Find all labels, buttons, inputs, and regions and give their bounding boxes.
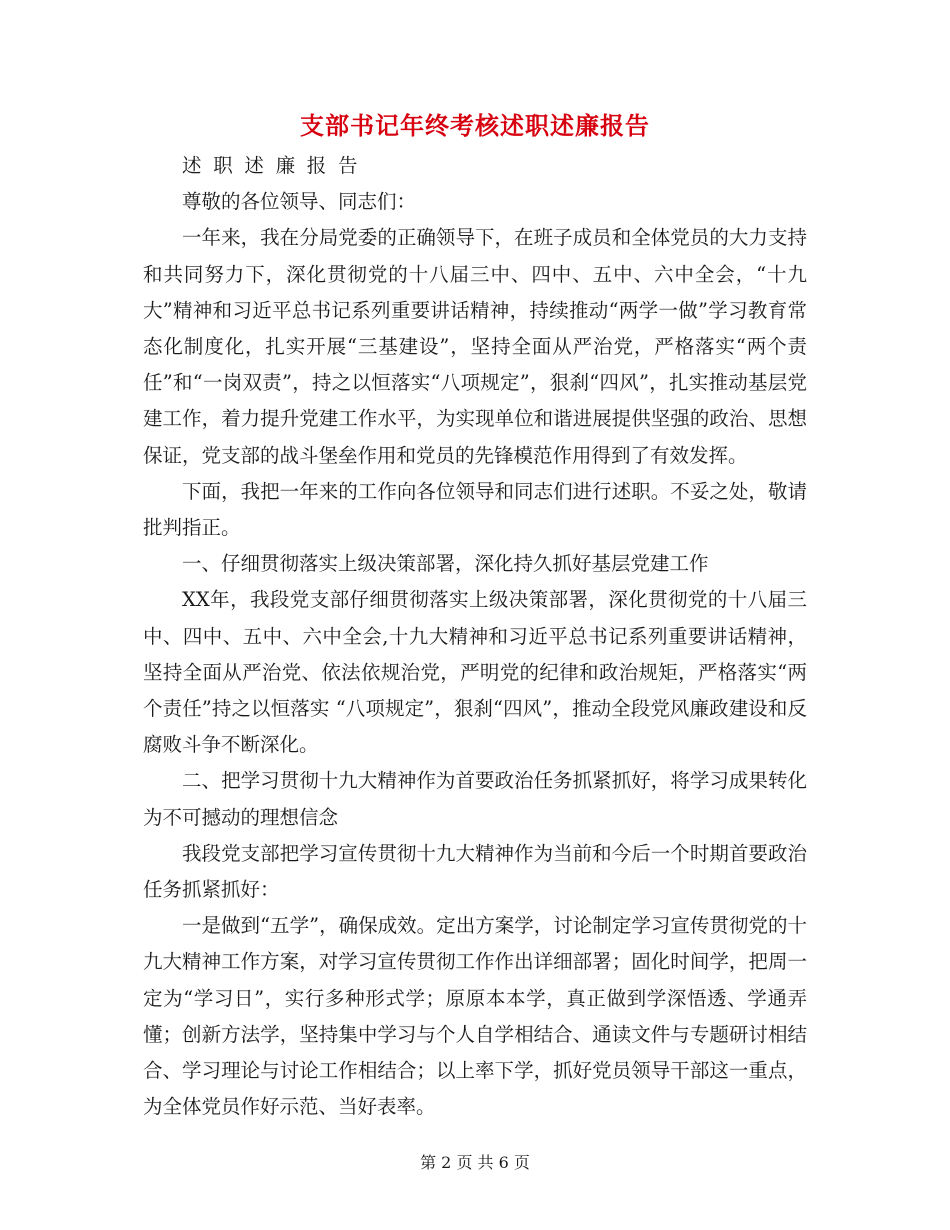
section-heading-1: 一、仔细贯彻落实上级决策部署，深化持久抓好基层党建工作 xyxy=(182,552,709,576)
salutation: 尊敬的各位领导、同志们： xyxy=(182,190,417,214)
page-number-footer: 第 2 页 共 6 页 xyxy=(420,1153,530,1172)
paragraph-statement: 下面，我把一年来的工作向各位领导和同志们进行述职。不妥之处，敬请批判指正。 xyxy=(143,479,807,540)
document-body xyxy=(143,148,807,1125)
paragraph-section-2: 我段党支部把学习宣传贯彻十九大精神作为当前和今后一个时期首要政治任务抓紧抓好： xyxy=(143,841,807,902)
section-heading-2: 二、把学习贯彻十九大精神作为首要政治任务抓紧抓好，将学习成果转化为不可撼动的理想信念 xyxy=(143,769,807,829)
report-heading: 述职述廉报告 xyxy=(182,154,370,177)
paragraph-section-1: XX年，我段党支部仔细贯彻落实上级决策部署，深化贯彻党的十八届三中、四中、五中、六中全会,十九大精神和习近平总书记系列重要讲话精神，坚持全面从严治党、依法依规治党，严明党的纪律和政治规矩，严格落实“两个责任”持之以恒落实 “八项规定”，狠刹“四风”，推动全段党风廉政建设和反腐败斗争不断深化。 xyxy=(143,588,807,757)
document-title: 支部书记年终考核述职述廉报告 xyxy=(300,112,650,140)
paragraph-five-studies: 一是做到“五学”，确保成效。定出方案学，讨论制定学习宣传贯彻党的十九大精神工作方案，对学习宣传贯彻工作作出详细部署；固化时间学，把周一定为“学习日”，实行多种形式学；原原本本学，真正做到学深悟透、学通弄懂；创新方法学，坚持集中学习与个人自学相结合、通读文件与专题研讨相结合、学习理论与讨论工作相结合；以上率下学，抓好党员领导干部这一重点，为全体党员作好示范、当好表率。 xyxy=(143,914,807,1119)
paragraph-intro: 一年来，我在分局党委的正确领导下，在班子成员和全体党员的大力支持和共同努力下，深化贯彻党的十八届三中、四中、五中、六中全会，“十九大”精神和习近平总书记系列重要讲话精神，持续推动“两学一做”学习教育常态化制度化，扎实开展“三基建设”，坚持全面从严治党，严格落实“两个责任”和“一岗双责”，持之以恒落实“八项规定”，狠刹“四风”，扎实推动基层党建工作，着力提升党建工作水平，为实现单位和谐进展提供坚强的政治、思想保证，党支部的战斗堡垒作用和党员的先锋模范作用得到了有效发挥。 xyxy=(143,226,807,467)
